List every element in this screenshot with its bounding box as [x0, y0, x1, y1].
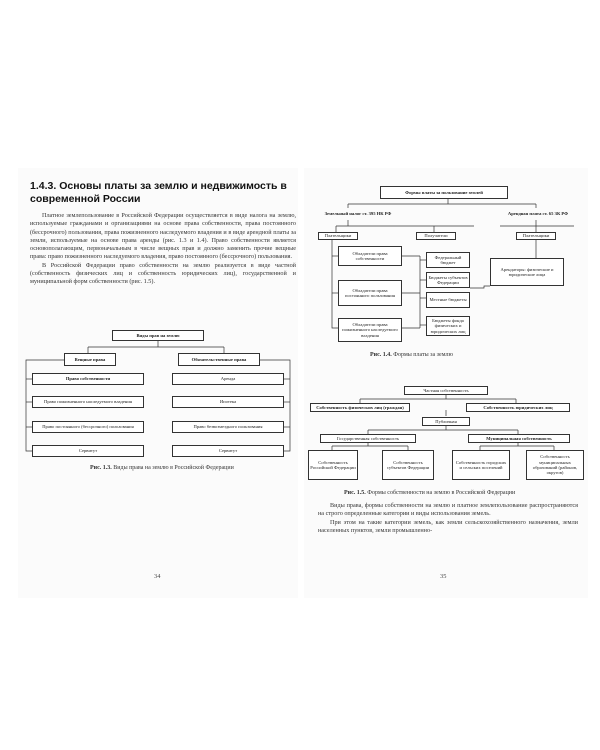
recipient-3: Местные бюджеты [426, 292, 470, 308]
municipal-property-box: Муниципальная собственность [468, 434, 570, 443]
page-number-left: 34 [154, 573, 161, 580]
payment-diagram-title: Формы платы за пользование землей [380, 186, 508, 199]
page-number-right: 35 [440, 573, 447, 580]
tax-payer-1: Обладатели права собственности [338, 246, 402, 266]
right-paragraph-1: Виды права, формы собственности на землю и платное землепользование распространяются на строго определенные категории и виды использования земель. [318, 502, 578, 518]
payers-label: Плательщики [318, 232, 358, 240]
caption-1-4-text: Формы платы за землю [393, 352, 453, 358]
legal-persons-box: Собственность юридических лиц [466, 403, 570, 412]
settlement-ownership-box: Собственность городских и сельских поселений [452, 450, 510, 480]
rights-diagram-title: Виды прав на землю [112, 330, 204, 341]
recipient-2: Бюджеты субъектов Федерации [426, 272, 470, 288]
municipal-formations-box: Собственность муниципальных образований (районов, округов) [526, 450, 584, 480]
caption-label: Рис. 1.3. [90, 465, 112, 471]
state-property-box: Государственная собственность [320, 434, 416, 443]
right-item-2: Ипотека [172, 396, 284, 408]
figure-caption-1-5 [344, 490, 515, 496]
tax-payer-2: Обладатели права постоянного пользования [338, 280, 402, 306]
public-property-box: Публичная [422, 417, 470, 426]
recipients-label: Получатели [416, 232, 456, 240]
tax-payer-3: Обладатели права пожизненного наследуемого владения [338, 318, 402, 342]
right-paragraph-2: При этом на такие категории земель, как земли сельскохозяйственного назначения, земли населенных пунктов, земли промышленно- [318, 518, 578, 534]
renter-box: Арендаторы: физические и юридические лица [490, 258, 564, 286]
right-body-text [318, 502, 578, 535]
private-property-box: Частная собственность [404, 386, 488, 395]
land-tax-header: Земельный налог ст. 395 НК РФ [324, 211, 392, 217]
left-paragraph-1: Платное землепользование в Российской Федерации осуществляется в виде налога на землю, используемые гражданами и организациями на основе права собственности, права постоянного (бессрочного) пользования, права пожизненного наследуемого владения и в виде арендной платы за земли, используемые на основе права аренды (рис. 1.3 и 1.4). Право собственности является основополагающим, первоначальным в числе вещных прав и должно заменить прочие вещные права: право пожизненного наследуемого владения, право постоянного (бессрочного) пользования. [30, 212, 296, 261]
federal-ownership-box: Собственность Российской Федерации [308, 450, 358, 480]
left-page [18, 168, 298, 598]
right-item-1: Аренда [172, 373, 284, 385]
left-item-2: Право пожизненного наследуемого владения [32, 396, 144, 408]
physical-persons-box: Собственность физических лиц (граждан) [310, 403, 410, 412]
recipient-1: Федеральный бюджет [426, 252, 470, 268]
recipient-4: Бюджеты фонда физических и юридических лиц [426, 316, 470, 336]
real-rights-header: Вещные права [64, 353, 116, 366]
left-item-4: Сервитут [32, 445, 144, 457]
left-item-1: Право собственности [32, 373, 144, 385]
subject-ownership-box: Собственность субъектов Федерации [382, 450, 434, 480]
payers-label-2: Плательщики [516, 232, 556, 240]
section-heading: 1.4.3. Основы платы за землю и недвижимость в современной России [30, 180, 287, 205]
caption-text: Виды права на землю в Российской Федерации [113, 465, 234, 471]
rent-header: Арендная плата ст. 65 ЗК РФ [507, 211, 569, 217]
caption-1-5-text: Формы собственности на землю в Российской Федерации [367, 490, 516, 496]
figure-caption-1-3 [90, 465, 234, 471]
left-paragraph-2: В Российской Федерации право собственности на землю реализуется в виде частной (собственность физических лиц и собственность юридических лиц), государственной и муниципальной форм собственности (рис. 1.5). [30, 261, 296, 286]
right-item-4: Сервитут [172, 445, 284, 457]
caption-1-5-label: Рис. 1.5. [344, 490, 366, 496]
left-item-3: Право постоянного (бессрочного) пользования [32, 421, 144, 433]
right-item-3: Право безвозмездного пользования [172, 421, 284, 433]
caption-1-4-label: Рис. 1.4. [370, 352, 392, 358]
right-page [304, 168, 588, 598]
obligation-rights-header: Обязательственные права [178, 353, 260, 366]
